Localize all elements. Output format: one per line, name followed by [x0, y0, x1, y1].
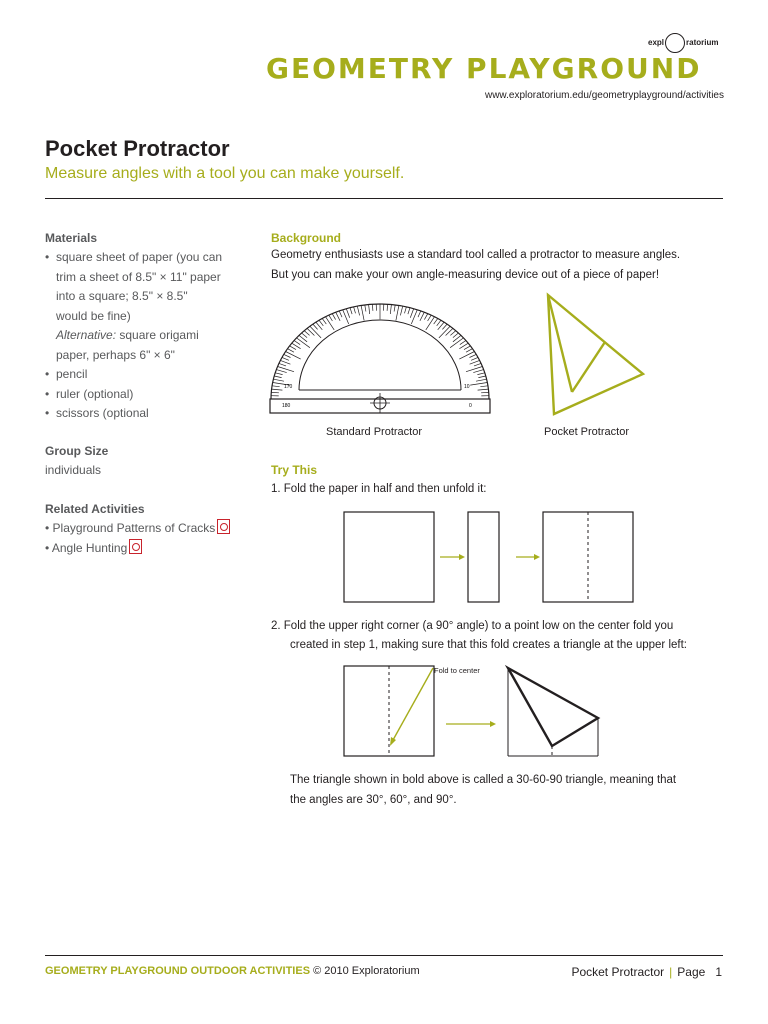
protractor-label: 0 — [469, 403, 472, 409]
protractor-tick — [464, 346, 470, 350]
protractor-tick — [313, 324, 318, 329]
list-item: Alternative: square origami — [56, 328, 199, 342]
group-size-heading: Group Size — [45, 444, 109, 458]
protractor-tick — [405, 307, 407, 314]
list-item: into a square; 8.5" × 8.5" — [56, 289, 188, 303]
protractor-tick — [420, 312, 424, 321]
protractor-tick — [471, 357, 478, 360]
protractor-tick — [437, 320, 441, 326]
protractor-tick — [400, 306, 402, 315]
pdf-icon[interactable] — [129, 539, 142, 554]
protractor-tick — [280, 360, 290, 364]
protractor-tick — [282, 357, 289, 360]
footer-copyright: © 2010 Exploratorium — [313, 965, 420, 977]
caption-standard-protractor: Standard Protractor — [326, 426, 422, 438]
step-1-text: 1. Fold the paper in half and then unfold it: — [271, 483, 487, 495]
protractor-tick — [304, 331, 309, 336]
protractor-tick — [322, 318, 326, 324]
exploratorium-logo: expl ratorium — [648, 33, 718, 53]
protractor-tick — [442, 324, 447, 329]
footer-page-label: Page — [677, 965, 706, 979]
page-title: Pocket Protractor — [45, 136, 230, 161]
page-subtitle: Measure angles with a tool you can make yourself. — [45, 165, 405, 182]
footer-page-number: 1 — [715, 965, 722, 979]
protractor-tick — [474, 363, 481, 366]
activities-url[interactable]: www.exploratorium.edu/geometryplayground/activities — [484, 90, 724, 101]
background-line-2: But you can make your own angle-measuring device out of a piece of paper! — [271, 269, 660, 281]
protractor-tick — [369, 305, 370, 315]
protractor-tick — [273, 379, 284, 381]
list-item: • pencil — [45, 365, 245, 385]
protractor-tick — [439, 326, 450, 338]
protractor-tick — [476, 379, 487, 381]
standard-protractor-illustration — [268, 302, 492, 416]
list-item: • square sheet of paper (you can — [45, 248, 245, 268]
protractor-tick — [390, 305, 391, 315]
protractor-tick — [477, 373, 484, 375]
protractor-tick — [272, 386, 280, 387]
background-line-1: Geometry enthusiasts use a standard tool called a protractor to measure angles. — [271, 249, 681, 261]
protractor-tick — [272, 389, 283, 390]
protractor-tick — [434, 318, 438, 324]
protractor-tick — [310, 326, 321, 338]
related-heading: Related Activities — [45, 502, 145, 516]
protractor-tick — [426, 317, 435, 330]
protractor-tick — [396, 305, 399, 320]
protractor-label: 170 — [284, 384, 293, 390]
protractor-tick — [450, 331, 455, 336]
list-item: • scissors (optional — [45, 404, 245, 424]
protractor-tick — [329, 315, 333, 321]
protractor-tick — [473, 370, 483, 373]
protractor-tick — [418, 311, 421, 317]
footer-separator: | — [669, 965, 673, 979]
protractor-tick — [290, 346, 296, 350]
protractor-tick — [279, 363, 286, 366]
related-link-angle-hunting[interactable]: • Angle Hunting — [45, 539, 142, 559]
protractor-tick — [372, 304, 373, 311]
fold-to-center-label: Fold to center — [434, 666, 480, 675]
protractor-label: 10 — [464, 384, 470, 390]
protractor-tick — [453, 333, 459, 338]
protractor-tick — [326, 317, 335, 330]
try-this-heading: Try This — [271, 463, 318, 477]
step-2-line-1: 2. Fold the upper right corner (a 90° angle) to a point low on the center fold you — [271, 620, 674, 632]
protractor-tick — [276, 370, 286, 373]
protractor-tick — [297, 338, 310, 348]
protractor-tick — [466, 349, 472, 353]
protractor-tick — [294, 341, 300, 345]
caption-pocket-protractor: Pocket Protractor — [544, 426, 629, 438]
protractor-tick — [354, 307, 356, 314]
step-1-diagram — [340, 508, 640, 608]
protractor-tick — [275, 373, 282, 375]
footer-credit — [45, 965, 420, 977]
list-item: • ruler (optional) — [45, 385, 245, 405]
footer-doc-title: Pocket Protractor — [571, 965, 665, 979]
protractor-tick — [428, 315, 432, 321]
background-heading: Background — [271, 231, 342, 245]
protractor-tick — [361, 305, 364, 320]
protractor-tick — [387, 304, 388, 311]
materials-list — [45, 248, 245, 424]
footer-series: GEOMETRY PLAYGROUND OUTDOOR ACTIVITIES — [45, 965, 311, 977]
header-divider — [45, 198, 723, 199]
protractor-tick — [346, 309, 349, 318]
group-size-value: individuals — [45, 463, 102, 477]
materials-heading: Materials — [45, 231, 98, 245]
protractor-tick — [319, 320, 323, 326]
protractor-tick — [470, 360, 480, 364]
note-line-2: the angles are 30°, 60°, and 90°. — [290, 794, 457, 806]
pocket-protractor-illustration — [540, 292, 648, 420]
protractor-tick — [424, 314, 427, 320]
related-link-cracks[interactable]: • Playground Patterns of Cracks — [45, 519, 230, 539]
protractor-tick — [478, 389, 489, 390]
protractor-tick — [478, 376, 485, 378]
list-item: would be fine) — [56, 308, 131, 323]
protractor-tick — [470, 383, 487, 386]
protractor-tick — [408, 308, 410, 314]
protractor-tick — [470, 354, 477, 357]
protractor-tick — [350, 308, 352, 314]
protractor-tick — [450, 338, 463, 348]
protractor-tick — [460, 341, 466, 345]
protractor-tick — [332, 314, 335, 320]
protractor-tick — [286, 352, 301, 360]
list-item: paper, perhaps 6" × 6" — [56, 347, 175, 362]
logo-ring-icon — [665, 33, 685, 53]
pdf-icon[interactable] — [217, 519, 230, 534]
protractor-tick — [336, 312, 340, 321]
footer-divider — [45, 955, 723, 956]
step-2-line-2: created in step 1, making sure that this fold creates a triangle at the upper left: — [290, 639, 687, 651]
protractor-tick — [274, 376, 281, 378]
footer-page-info — [571, 965, 722, 979]
protractor-label: 180 — [282, 403, 291, 409]
protractor-tick — [480, 386, 488, 387]
protractor-tick — [459, 352, 474, 360]
banner-title: GEOMETRY PLAYGROUND — [266, 52, 702, 85]
protractor-tick — [288, 349, 294, 353]
note-line-1: The triangle shown in bold above is called a 30-60-90 triangle, meaning that — [290, 774, 677, 786]
step-2-diagram — [340, 660, 606, 760]
protractor-tick — [365, 305, 366, 312]
protractor-tick — [284, 354, 291, 357]
protractor-tick — [339, 311, 342, 317]
protractor-tick — [357, 306, 359, 315]
protractor-tick — [302, 333, 308, 338]
protractor-tick — [410, 309, 413, 318]
protractor-tick — [394, 305, 395, 312]
list-item: trim a sheet of 8.5" × 11" paper — [56, 269, 221, 284]
